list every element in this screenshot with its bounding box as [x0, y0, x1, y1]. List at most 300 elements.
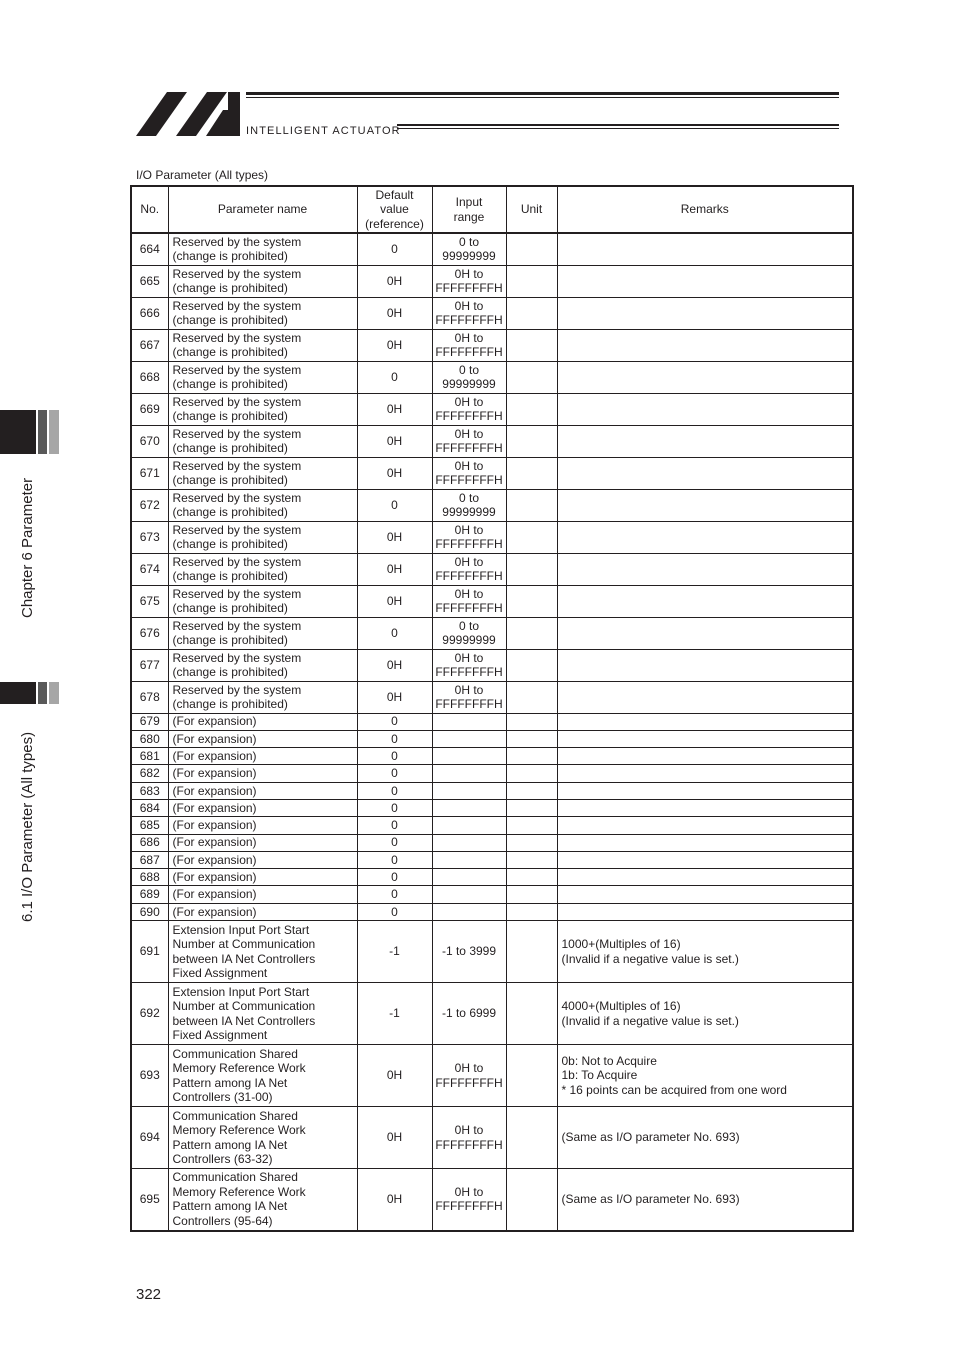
- cell-default-value: 0H: [357, 681, 432, 713]
- cell-parameter-name: [168, 765, 357, 782]
- cell-parameter-name-line: Reserved by the system: [172, 618, 302, 633]
- cell-unit: [506, 585, 557, 617]
- cell-parameter-name: [168, 869, 357, 886]
- cell-parameter-name-line: Memory Reference Work: [172, 1061, 306, 1076]
- cell-parameter-name-line: Communication Shared: [172, 1046, 298, 1061]
- cell-parameter-name-line: Reserved by the system: [172, 234, 302, 249]
- cell-parameter-name: [168, 886, 357, 903]
- cell-default-value: 0H: [357, 329, 432, 361]
- cell-remarks-line: 0b: Not to Acquire: [561, 1053, 657, 1068]
- cell-parameter-name-line: (For expansion): [172, 766, 257, 781]
- cell-input-range: [432, 748, 506, 765]
- cell-input-range: [432, 297, 506, 329]
- cell-default-value: 0H: [357, 457, 432, 489]
- cell-no: 674: [131, 553, 168, 585]
- cell-no: 686: [131, 834, 168, 851]
- cell-unit: [506, 681, 557, 713]
- cell-input-range: [432, 730, 506, 747]
- header-unit: Unit: [506, 186, 557, 233]
- cell-unit: [506, 1169, 557, 1231]
- cell-parameter-name: [168, 297, 357, 329]
- cell-parameter-name-line: Communication Shared: [172, 1108, 298, 1123]
- cell-parameter-name: [168, 1107, 357, 1169]
- table-row: [131, 983, 853, 1045]
- cell-default-value: 0H: [357, 585, 432, 617]
- cell-input-range-line: 99999999: [442, 249, 496, 264]
- cell-remarks: [557, 869, 853, 886]
- cell-parameter-name: [168, 799, 357, 816]
- cell-parameter-name-line: Controllers (31-00): [172, 1090, 273, 1105]
- cell-input-range-line: FFFFFFFFH: [435, 537, 503, 551]
- cell-remarks: [557, 649, 853, 681]
- cell-parameter-name: [168, 649, 357, 681]
- cell-parameter-name-line: Number at Communication: [172, 937, 316, 952]
- table-row: [131, 834, 853, 851]
- cell-parameter-name-line: Controllers (95-64): [172, 1213, 273, 1228]
- cell-parameter-name-line: Reserved by the system: [172, 586, 302, 601]
- cell-parameter-name: [168, 585, 357, 617]
- cell-input-range: [432, 361, 506, 393]
- cell-input-range: [432, 713, 506, 730]
- cell-input-range-line: FFFFFFFFH: [435, 665, 503, 679]
- header-input-range: Input range: [432, 186, 506, 233]
- cell-input-range: [432, 233, 506, 265]
- table-row: [131, 425, 853, 457]
- cell-input-range: [432, 553, 506, 585]
- cell-default-value: 0H: [357, 521, 432, 553]
- cell-parameter-name-line: (For expansion): [172, 783, 257, 798]
- cell-input-range: [432, 649, 506, 681]
- cell-default-value: 0H: [357, 553, 432, 585]
- cell-remarks: [557, 393, 853, 425]
- cell-parameter-name-line: Memory Reference Work: [172, 1184, 306, 1199]
- cell-input-range: [432, 425, 506, 457]
- cell-parameter-name-line: (change is prohibited): [172, 409, 288, 423]
- side-tab-marker: [0, 410, 36, 454]
- cell-no: 681: [131, 748, 168, 765]
- cell-no: 667: [131, 329, 168, 361]
- cell-parameter-name: [168, 233, 357, 265]
- cell-parameter-name-line: Pattern among IA Net: [172, 1075, 288, 1090]
- cell-parameter-name-line: (change is prohibited): [172, 345, 288, 359]
- table-row: [131, 1045, 853, 1107]
- cell-input-range: [432, 834, 506, 851]
- cell-input-range-line: FFFFFFFFH: [435, 345, 503, 359]
- cell-input-range: [432, 617, 506, 649]
- cell-parameter-name-line: (For expansion): [172, 731, 257, 746]
- cell-parameter-name: [168, 393, 357, 425]
- cell-input-range-line: FFFFFFFFH: [435, 441, 503, 455]
- cell-parameter-name-line: (change is prohibited): [172, 249, 288, 264]
- cell-parameter-name: [168, 983, 357, 1045]
- cell-default-value: 0H: [357, 1107, 432, 1169]
- table-body: [131, 233, 853, 1231]
- cell-input-range-line: -1 to 3999: [441, 944, 497, 959]
- cell-remarks-line: (Same as I/O parameter No. 693): [561, 1192, 740, 1207]
- table-row: [131, 489, 853, 521]
- cell-default-value: 0: [357, 765, 432, 782]
- cell-no: 666: [131, 297, 168, 329]
- cell-unit: [506, 521, 557, 553]
- cell-input-range-line: 0H to: [454, 1061, 484, 1076]
- cell-no: 695: [131, 1169, 168, 1231]
- cell-input-range-line: 0H to: [454, 554, 484, 569]
- cell-input-range-line: 0H to: [454, 330, 484, 345]
- cell-remarks: [557, 425, 853, 457]
- cell-input-range-line: FFFFFFFFH: [435, 1075, 503, 1090]
- cell-default-value: 0: [357, 233, 432, 265]
- table-row: [131, 265, 853, 297]
- cell-no: 664: [131, 233, 168, 265]
- cell-parameter-name-line: (For expansion): [172, 714, 257, 729]
- header-parameter-name: Parameter name: [168, 186, 357, 233]
- cell-input-range: [432, 265, 506, 297]
- cell-input-range-line: 0H to: [454, 1123, 484, 1138]
- cell-unit: [506, 834, 557, 851]
- cell-remarks: [557, 730, 853, 747]
- cell-no: 691: [131, 921, 168, 983]
- cell-unit: [506, 361, 557, 393]
- cell-parameter-name-line: (change is prohibited): [172, 665, 288, 679]
- table-row: [131, 1107, 853, 1169]
- cell-no: 675: [131, 585, 168, 617]
- cell-remarks: [557, 851, 853, 868]
- cell-input-range-line: 0H to: [454, 650, 484, 665]
- cell-parameter-name: [168, 265, 357, 297]
- cell-parameter-name-line: (For expansion): [172, 887, 257, 902]
- cell-unit: [506, 886, 557, 903]
- table-row: [131, 297, 853, 329]
- cell-parameter-name-line: Memory Reference Work: [172, 1123, 306, 1138]
- cell-parameter-name-line: between IA Net Controllers: [172, 951, 316, 966]
- cell-parameter-name-line: (change is prohibited): [172, 633, 288, 647]
- cell-remarks-line: (Same as I/O parameter No. 693): [561, 1130, 740, 1145]
- cell-parameter-name: [168, 903, 357, 920]
- cell-remarks-line: (Invalid if a negative value is set.): [561, 951, 739, 966]
- cell-parameter-name-line: Reserved by the system: [172, 394, 302, 409]
- cell-remarks: [557, 329, 853, 361]
- cell-default-value: 0H: [357, 265, 432, 297]
- cell-no: 685: [131, 817, 168, 834]
- cell-input-range-line: FFFFFFFFH: [435, 1199, 503, 1214]
- cell-input-range-line: 0H to: [454, 1184, 484, 1199]
- cell-default-value: 0: [357, 748, 432, 765]
- side-tab-marker: [38, 682, 47, 704]
- cell-input-range-line: 0H to: [454, 522, 484, 537]
- cell-input-range: [432, 799, 506, 816]
- cell-parameter-name: [168, 730, 357, 747]
- cell-unit: [506, 393, 557, 425]
- cell-input-range: [432, 921, 506, 983]
- table-row: [131, 681, 853, 713]
- table-row: [131, 869, 853, 886]
- cell-unit: [506, 297, 557, 329]
- cell-parameter-name-line: between IA Net Controllers: [172, 1013, 316, 1028]
- side-tab-marker: [49, 410, 59, 454]
- cell-remarks: [557, 617, 853, 649]
- cell-input-range-line: 0H to: [454, 458, 484, 473]
- table-row: [131, 713, 853, 730]
- iai-logo: [136, 90, 244, 136]
- cell-parameter-name-line: (For expansion): [172, 818, 257, 833]
- cell-unit: [506, 869, 557, 886]
- cell-parameter-name-line: (change is prohibited): [172, 313, 288, 327]
- cell-unit: [506, 265, 557, 297]
- cell-default-value: 0: [357, 617, 432, 649]
- cell-remarks: [557, 265, 853, 297]
- cell-no: 684: [131, 799, 168, 816]
- table-row: [131, 521, 853, 553]
- cell-unit: [506, 425, 557, 457]
- side-tab-marker: [49, 682, 59, 704]
- cell-input-range-line: 0 to: [458, 362, 479, 377]
- cell-input-range-line: FFFFFFFFH: [435, 697, 503, 711]
- cell-parameter-name-line: Fixed Assignment: [172, 1028, 268, 1043]
- cell-unit: [506, 730, 557, 747]
- parameter-table: [130, 185, 854, 1232]
- cell-parameter-name-line: (change is prohibited): [172, 505, 288, 519]
- cell-input-range-line: FFFFFFFFH: [435, 601, 503, 615]
- table-row: [131, 782, 853, 799]
- cell-default-value: 0: [357, 713, 432, 730]
- cell-remarks: [557, 1169, 853, 1231]
- cell-input-range-line: 0H to: [454, 426, 484, 441]
- cell-input-range: [432, 851, 506, 868]
- cell-input-range-line: FFFFFFFFH: [435, 473, 503, 487]
- cell-remarks: [557, 983, 853, 1045]
- cell-parameter-name: [168, 617, 357, 649]
- table-row: [131, 748, 853, 765]
- cell-no: 673: [131, 521, 168, 553]
- cell-default-value: 0: [357, 903, 432, 920]
- cell-unit: [506, 713, 557, 730]
- cell-unit: [506, 553, 557, 585]
- cell-input-range-line: 0H to: [454, 682, 484, 697]
- cell-remarks: [557, 233, 853, 265]
- cell-unit: [506, 851, 557, 868]
- cell-default-value: 0H: [357, 1045, 432, 1107]
- cell-parameter-name: [168, 329, 357, 361]
- cell-input-range-line: 0H to: [454, 394, 484, 409]
- cell-unit: [506, 765, 557, 782]
- cell-unit: [506, 233, 557, 265]
- cell-parameter-name-line: Reserved by the system: [172, 330, 302, 345]
- cell-unit: [506, 1045, 557, 1107]
- cell-default-value: -1: [357, 921, 432, 983]
- cell-remarks: [557, 886, 853, 903]
- cell-parameter-name-line: Reserved by the system: [172, 490, 302, 505]
- cell-unit: [506, 617, 557, 649]
- cell-input-range: [432, 782, 506, 799]
- cell-no: 687: [131, 851, 168, 868]
- cell-unit: [506, 903, 557, 920]
- cell-input-range: [432, 329, 506, 361]
- cell-parameter-name: [168, 681, 357, 713]
- cell-no: 670: [131, 425, 168, 457]
- cell-parameter-name: [168, 713, 357, 730]
- cell-input-range-line: 99999999: [442, 377, 496, 391]
- cell-unit: [506, 817, 557, 834]
- cell-parameter-name-line: (change is prohibited): [172, 697, 288, 711]
- table-row: [131, 617, 853, 649]
- cell-parameter-name-line: Reserved by the system: [172, 298, 302, 313]
- table-row: [131, 553, 853, 585]
- cell-no: 693: [131, 1045, 168, 1107]
- table-row: [131, 730, 853, 747]
- cell-parameter-name: [168, 851, 357, 868]
- cell-parameter-name: [168, 457, 357, 489]
- cell-parameter-name: [168, 782, 357, 799]
- cell-unit: [506, 329, 557, 361]
- cell-default-value: 0H: [357, 425, 432, 457]
- cell-input-range: [432, 489, 506, 521]
- cell-parameter-name-line: (change is prohibited): [172, 473, 288, 487]
- page-number: 322: [136, 1286, 162, 1303]
- side-tab-marker: [0, 682, 36, 704]
- cell-remarks: [557, 585, 853, 617]
- cell-parameter-name-line: (change is prohibited): [172, 537, 288, 551]
- cell-input-range-line: 0H to: [454, 586, 484, 601]
- section-tab-label: 6.1 I/O Parameter (All types): [19, 731, 36, 922]
- cell-input-range-line: 0H to: [454, 266, 484, 281]
- cell-remarks: [557, 553, 853, 585]
- cell-parameter-name-line: (For expansion): [172, 800, 257, 815]
- cell-input-range-line: FFFFFFFFH: [435, 569, 503, 583]
- cell-input-range: [432, 1045, 506, 1107]
- cell-parameter-name-line: Reserved by the system: [172, 554, 302, 569]
- brand-text: INTELLIGENT ACTUATOR: [246, 125, 401, 137]
- cell-parameter-name: [168, 1045, 357, 1107]
- cell-no: 682: [131, 765, 168, 782]
- cell-default-value: 0: [357, 489, 432, 521]
- side-tab-marker: [38, 410, 47, 454]
- table-row: [131, 393, 853, 425]
- cell-parameter-name: [168, 361, 357, 393]
- cell-input-range: [432, 585, 506, 617]
- cell-parameter-name-line: Controllers (63-32): [172, 1152, 273, 1167]
- cell-default-value: 0H: [357, 1169, 432, 1231]
- cell-remarks-line: 4000+(Multiples of 16): [561, 999, 681, 1014]
- table-row: [131, 361, 853, 393]
- cell-input-range-line: FFFFFFFFH: [435, 1137, 503, 1152]
- cell-parameter-name-line: (For expansion): [172, 904, 257, 919]
- cell-parameter-name-line: Pattern among IA Net: [172, 1199, 288, 1214]
- cell-default-value: 0H: [357, 393, 432, 425]
- cell-parameter-name: [168, 921, 357, 983]
- cell-unit: [506, 489, 557, 521]
- header-default-value: Default value (reference): [357, 186, 432, 233]
- table-row: [131, 817, 853, 834]
- table-row: [131, 903, 853, 920]
- cell-parameter-name-line: Fixed Assignment: [172, 966, 268, 981]
- table-row: [131, 585, 853, 617]
- cell-input-range-line: 99999999: [442, 633, 496, 647]
- table-row: [131, 851, 853, 868]
- cell-unit: [506, 649, 557, 681]
- cell-default-value: 0: [357, 782, 432, 799]
- cell-remarks: [557, 921, 853, 983]
- cell-input-range: [432, 521, 506, 553]
- cell-parameter-name-line: Reserved by the system: [172, 522, 302, 537]
- cell-remarks: [557, 748, 853, 765]
- cell-parameter-name: [168, 425, 357, 457]
- cell-remarks: [557, 817, 853, 834]
- table-row: [131, 765, 853, 782]
- cell-input-range: [432, 457, 506, 489]
- cell-no: 668: [131, 361, 168, 393]
- cell-no: 676: [131, 617, 168, 649]
- cell-default-value: 0H: [357, 649, 432, 681]
- cell-parameter-name-line: (For expansion): [172, 835, 257, 850]
- cell-no: 694: [131, 1107, 168, 1169]
- cell-input-range-line: 0 to: [458, 490, 479, 505]
- cell-no: 678: [131, 681, 168, 713]
- cell-input-range-line: FFFFFFFFH: [435, 409, 503, 423]
- cell-input-range: [432, 393, 506, 425]
- cell-parameter-name-line: Communication Shared: [172, 1170, 298, 1185]
- cell-parameter-name-line: Extension Input Port Start: [172, 984, 310, 999]
- cell-parameter-name-line: Reserved by the system: [172, 458, 302, 473]
- cell-parameter-name: [168, 521, 357, 553]
- header-rule: [397, 128, 839, 129]
- cell-remarks-line: 1000+(Multiples of 16): [561, 937, 681, 952]
- cell-parameter-name-line: (For expansion): [172, 870, 257, 885]
- cell-remarks: [557, 782, 853, 799]
- header-rule: [246, 92, 839, 95]
- table-row: [131, 1169, 853, 1231]
- cell-remarks: [557, 903, 853, 920]
- cell-input-range-line: 0 to: [458, 234, 479, 249]
- cell-no: 680: [131, 730, 168, 747]
- table-row: [131, 457, 853, 489]
- cell-remarks: [557, 361, 853, 393]
- cell-input-range: [432, 903, 506, 920]
- cell-default-value: 0H: [357, 297, 432, 329]
- cell-parameter-name-line: (For expansion): [172, 748, 257, 763]
- cell-input-range: [432, 1107, 506, 1169]
- cell-unit: [506, 921, 557, 983]
- cell-default-value: 0: [357, 834, 432, 851]
- table-row: [131, 886, 853, 903]
- header-rule: [246, 97, 839, 98]
- cell-input-range: [432, 681, 506, 713]
- header-rule: [397, 124, 839, 126]
- cell-parameter-name-line: Pattern among IA Net: [172, 1137, 288, 1152]
- cell-input-range-line: 0 to: [458, 618, 479, 633]
- table-row: [131, 921, 853, 983]
- cell-parameter-name: [168, 1169, 357, 1231]
- cell-remarks: [557, 297, 853, 329]
- cell-parameter-name: [168, 489, 357, 521]
- cell-input-range: [432, 817, 506, 834]
- cell-parameter-name-line: Reserved by the system: [172, 362, 302, 377]
- cell-remarks-line: (Invalid if a negative value is set.): [561, 1013, 739, 1028]
- cell-parameter-name-line: Number at Communication: [172, 999, 316, 1014]
- cell-no: 689: [131, 886, 168, 903]
- cell-default-value: 0: [357, 799, 432, 816]
- cell-unit: [506, 782, 557, 799]
- cell-remarks-line: * 16 points can be acquired from one word: [561, 1082, 787, 1097]
- cell-no: 677: [131, 649, 168, 681]
- cell-parameter-name-line: (For expansion): [172, 852, 257, 867]
- cell-no: 683: [131, 782, 168, 799]
- cell-remarks: [557, 834, 853, 851]
- table-row: [131, 649, 853, 681]
- cell-parameter-name-line: Reserved by the system: [172, 426, 302, 441]
- cell-input-range-line: FFFFFFFFH: [435, 313, 503, 327]
- cell-input-range-line: 99999999: [442, 505, 496, 519]
- cell-parameter-name: [168, 553, 357, 585]
